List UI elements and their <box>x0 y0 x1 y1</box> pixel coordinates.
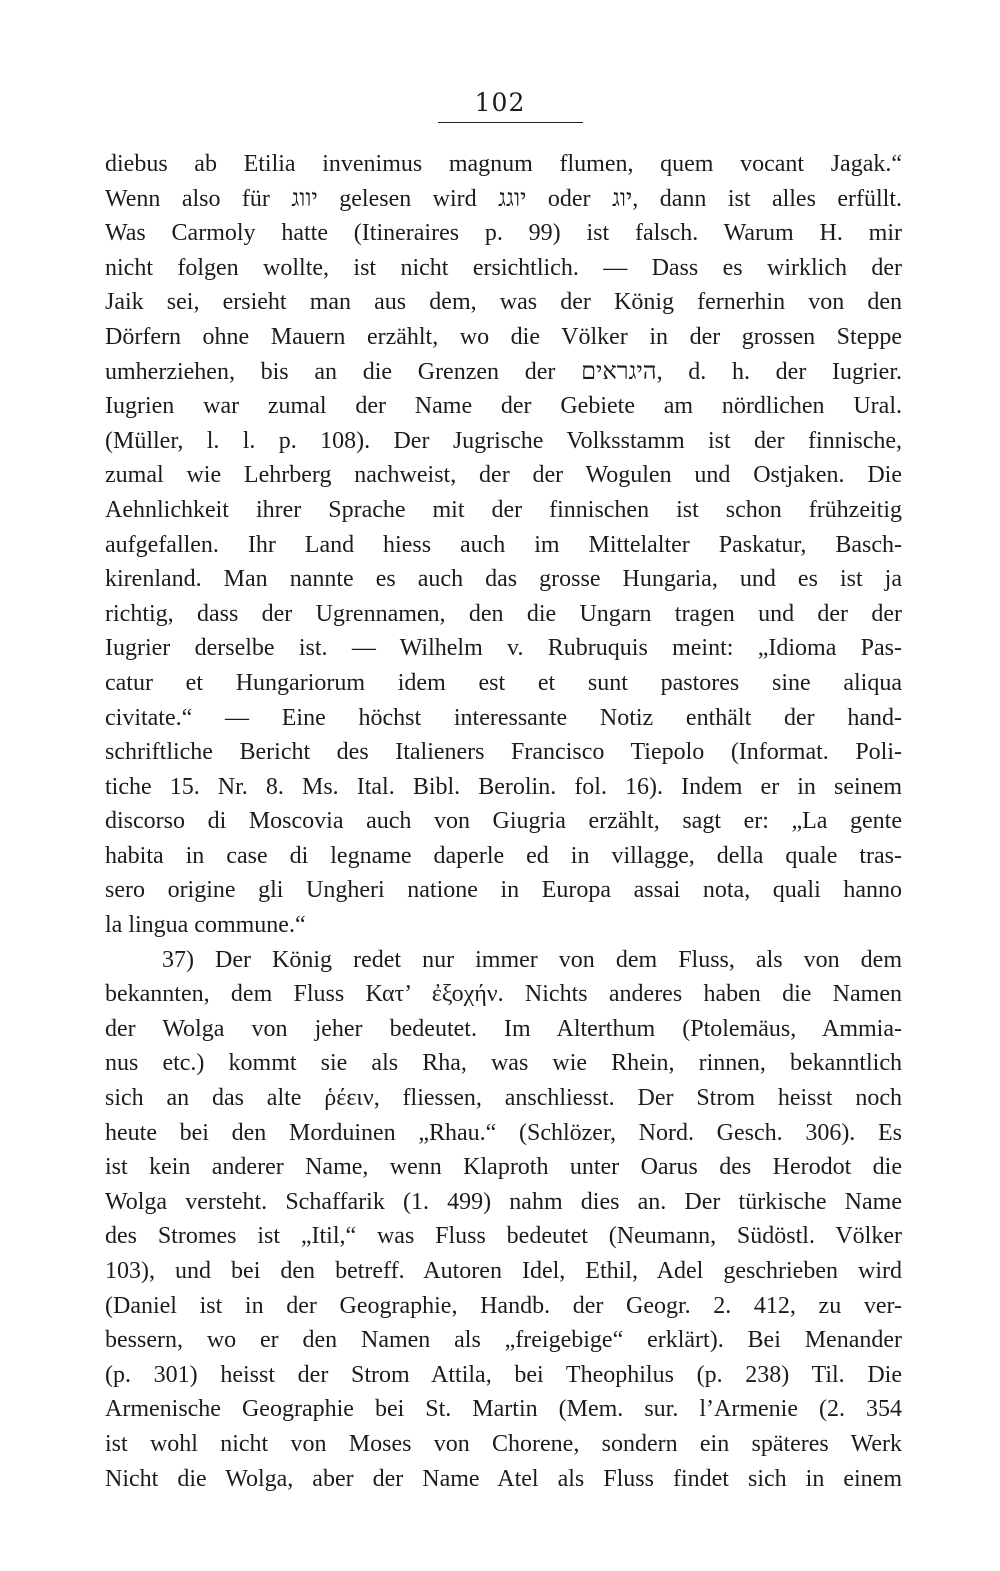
body-text <box>105 147 902 1496</box>
text-line: Iugrier derselbe ist. — Wilhelm v. Rubruquis meint: „Idioma Pas- <box>105 635 902 662</box>
text-line: diebus ab Etilia invenimus magnum flumen, quem vocant Jagak.“ <box>105 151 902 177</box>
text-line: der Wolga von jeher bedeutet. Im Alterthum (Ptolemäus, Ammia- <box>105 1015 902 1042</box>
text-line: Armenische Geographie bei St. Martin (Mem. sur. l’Armenie (2. 354 <box>105 1396 902 1423</box>
text-line: zumal wie Lehrberg nachweist, der der Wogulen und Ostjaken. Die <box>105 462 902 489</box>
text-line: catur et Hungariorum idem est et sunt pastores sine aliqua <box>105 669 902 696</box>
text-line: tiche 15. Nr. 8. Ms. Ital. Bibl. Berolin. fol. 16). Indem er in seinem <box>105 773 902 800</box>
text-line: 103), und bei den betreff. Autoren Idel, Ethil, Adel geschrieben wird <box>105 1258 902 1284</box>
text-line: ist kein anderer Name, wenn Klaproth unter Oarus des Herodot die <box>105 1154 902 1181</box>
text-line: bekannten, dem Fluss Κατ’ ἐξοχήν. Nichts anderes haben die Namen <box>105 981 902 1008</box>
text-line: sich an das alte ῥέειν, fliessen, anschliesst. Der Strom heisst noch <box>105 1085 902 1112</box>
text-line: heute bei den Morduinen „Rhau.“ (Schlözer, Nord. Gesch. 306). Es <box>105 1119 902 1146</box>
text-line: civitate.“ — Eine höchst interessante Notiz enthält der hand- <box>105 704 902 731</box>
paragraph-note-37 <box>105 943 902 1497</box>
text-line: schriftliche Bericht des Italieners Francisco Tiepolo (Informat. Poli- <box>105 739 902 766</box>
text-line: Jaik sei, ersieht man aus dem, was der König fernerhin von den <box>105 289 902 316</box>
text-line: Nicht die Wolga, aber der Name Atel als Fluss findet sich in einem <box>105 1465 902 1492</box>
header-rule <box>438 122 583 123</box>
text-line: kirenland. Man nannte es auch das grosse Hungaria, und es ist ja <box>105 566 902 593</box>
text-line: (p. 301) heisst der Strom Attila, bei Theophilus (p. 238) Til. Die <box>105 1361 902 1388</box>
text-line: ist wohl nicht von Moses von Chorene, sondern ein späteres Werk <box>105 1430 902 1457</box>
text-line: nicht folgen wollte, ist nicht ersichtlich. — Dass es wirklich der <box>105 254 902 281</box>
text-line: aufgefallen. Ihr Land hiess auch im Mittelalter Paskatur, Basch- <box>105 531 902 558</box>
text-line: (Müller, l. l. p. 108). Der Jugrische Volksstamm ist der finnische, <box>105 427 902 454</box>
text-line: bessern, wo er den Namen als „freigebige“ erklärt). Bei Menander <box>105 1327 902 1354</box>
page-number: 102 <box>474 88 526 117</box>
text-line: (Daniel ist in der Geographie, Handb. der Geogr. 2. 412, zu ver- <box>105 1292 902 1319</box>
text-line: la lingua commune.“ <box>105 912 306 939</box>
text-line: Wolga versteht. Schaffarik (1. 499) nahm dies an. Der türkische Name <box>105 1188 902 1215</box>
text-line: 37) Der König redet nur immer von dem Fluss, als von dem <box>162 946 902 973</box>
text-line: Wenn also für יווג gelesen wird יוגג oder יוג, dann ist alles erfüllt. <box>105 185 902 212</box>
text-line: Aehnlichkeit ihrer Sprache mit der finnischen ist schon frühzeitig <box>105 496 902 523</box>
text-line: des Stromes ist „Itil,“ was Fluss bedeutet (Neumann, Südöstl. Völker <box>105 1223 902 1250</box>
text-line: habita in case di legname daperle ed in villagge, della quale tras- <box>105 842 902 869</box>
text-line: umherziehen, bis an die Grenzen der היגראים, d. h. der Iugrier. <box>105 358 902 385</box>
text-line: Was Carmoly hatte (Itineraires p. 99) ist falsch. Warum H. mir <box>105 220 902 247</box>
text-line: Dörfern ohne Mauern erzählt, wo die Völker in der grossen Steppe <box>105 323 902 350</box>
text-line: discorso di Moscovia auch von Giugria erzählt, sagt er: „La gente <box>105 808 902 835</box>
text-line: Iugrien war zumal der Name der Gebiete am nördlichen Ural. <box>105 393 902 420</box>
text-line: nus etc.) kommt sie als Rha, was wie Rhein, rinnen, bekanntlich <box>105 1050 902 1077</box>
paragraph-continuation <box>105 147 902 943</box>
text-line: sero origine gli Ungheri natione in Europa assai nota, quali hanno <box>105 877 902 904</box>
text-line: richtig, dass der Ugrennamen, den die Ungarn tragen und der der <box>105 600 902 627</box>
